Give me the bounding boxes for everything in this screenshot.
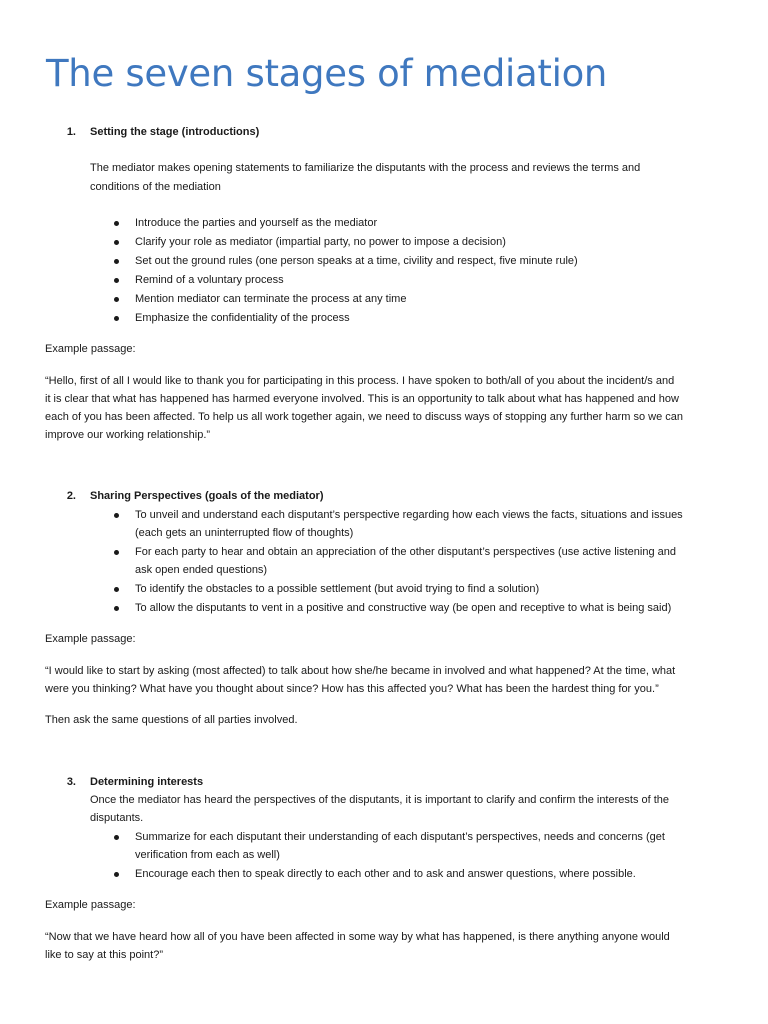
- bullet-icon: [114, 240, 119, 245]
- section-3-example-line-1: “Now that we have heard how all of you have been affected in some way by what has happened, is there anything anyone would: [45, 931, 670, 943]
- section-1-bullet-5: Mention mediator can terminate the process at any time: [135, 293, 407, 305]
- section-1-bullet-6: Emphasize the confidentiality of the process: [135, 312, 350, 324]
- bullet-icon: [114, 316, 119, 321]
- section-2-bullet-2-line-1: For each party to hear and obtain an appreciation of the other disputant’s perspectives (use active listening and: [135, 546, 676, 558]
- section-3-intro-line-2: disputants.: [90, 812, 144, 824]
- section-3-heading: Determining interests: [90, 776, 204, 788]
- section-2-bullet-1-line-1: To unveil and understand each disputant’s perspective regarding how each views the facts, situations and issues: [135, 509, 683, 521]
- section-1-example-line-4: improve our working relationship.”: [45, 429, 211, 441]
- bullet-icon: [114, 297, 119, 302]
- section-1-example-label: Example passage:: [45, 343, 136, 355]
- section-2-example-label: Example passage:: [45, 633, 136, 645]
- section-1-bullet-2: Clarify your role as mediator (impartial party, no power to impose a decision): [135, 236, 506, 248]
- section-3-number: 3.: [66, 776, 76, 788]
- page-title: The seven stages of mediation: [46, 52, 608, 95]
- bullet-icon: [114, 835, 119, 840]
- section-1-heading: Setting the stage (introductions): [90, 126, 260, 138]
- section-1-bullet-1: Introduce the parties and yourself as the mediator: [135, 217, 378, 229]
- section-2-number: 2.: [66, 490, 76, 502]
- bullet-icon: [114, 872, 119, 877]
- bullet-icon: [114, 606, 119, 611]
- bullet-icon: [114, 259, 119, 264]
- section-3-bullet-2: Encourage each then to speak directly to each other and to ask and answer questions, where possible.: [135, 868, 636, 880]
- section-2-followup: Then ask the same questions of all parties involved.: [45, 714, 298, 726]
- section-2-bullet-3: To identify the obstacles to a possible settlement (but avoid trying to find a solution): [135, 583, 540, 595]
- bullet-icon: [114, 587, 119, 592]
- section-2-example-line-1: “I would like to start by asking (most affected) to talk about how she/he became in involved and what happened? At the time, what: [45, 665, 676, 677]
- section-1-bullet-3: Set out the ground rules (one person speaks at a time, civility and respect, five minute rule): [135, 255, 578, 267]
- section-2-bullet-4: To allow the disputants to vent in a positive and constructive way (be open and receptive to what is being said): [135, 602, 672, 614]
- section-1-example-line-2: it is clear that what has happened has harmed everyone involved. This is an opportunity to talk about what has happened and how: [45, 393, 679, 405]
- bullet-icon: [114, 221, 119, 226]
- section-3-bullet-1-line-2: verification from each as well): [135, 849, 280, 861]
- section-3-example-label: Example passage:: [45, 899, 136, 911]
- bullet-icon: [114, 513, 119, 518]
- section-1-intro-line-1: The mediator makes opening statements to familiarize the disputants with the process and reviews the terms and: [90, 162, 641, 174]
- section-1-number: 1.: [66, 126, 76, 138]
- section-1-example-line-1: “Hello, first of all I would like to thank you for participating in this process. I have spoken to both/all of you about the incident/s and: [45, 375, 675, 387]
- section-2-example-line-2: were you thinking? What have you thought about since? How has this affected you? What has been the hardest thing for you.”: [45, 683, 659, 695]
- bullet-icon: [114, 550, 119, 555]
- section-2-heading: Sharing Perspectives (goals of the mediator): [90, 490, 324, 502]
- section-3-bullet-1-line-1: Summarize for each disputant their understanding of each disputant’s perspectives, needs and concerns (get: [135, 831, 665, 843]
- section-1-intro-line-2: conditions of the mediation: [90, 181, 221, 193]
- section-2-bullet-1-line-2: (each gets an uninterrupted flow of thoughts): [135, 527, 354, 539]
- section-1-bullet-4: Remind of a voluntary process: [135, 274, 284, 286]
- section-3-intro-line-1: Once the mediator has heard the perspectives of the disputants, it is important to clarify and confirm the interests of the: [90, 794, 670, 806]
- section-3-example-line-2: like to say at this point?”: [45, 949, 164, 961]
- section-2-bullet-2-line-2: ask open ended questions): [135, 564, 268, 576]
- section-1-example-line-3: each of you has been affected. To help us all work together again, we need to discuss ways of stopping any further harm so we can: [45, 411, 683, 423]
- bullet-icon: [114, 278, 119, 283]
